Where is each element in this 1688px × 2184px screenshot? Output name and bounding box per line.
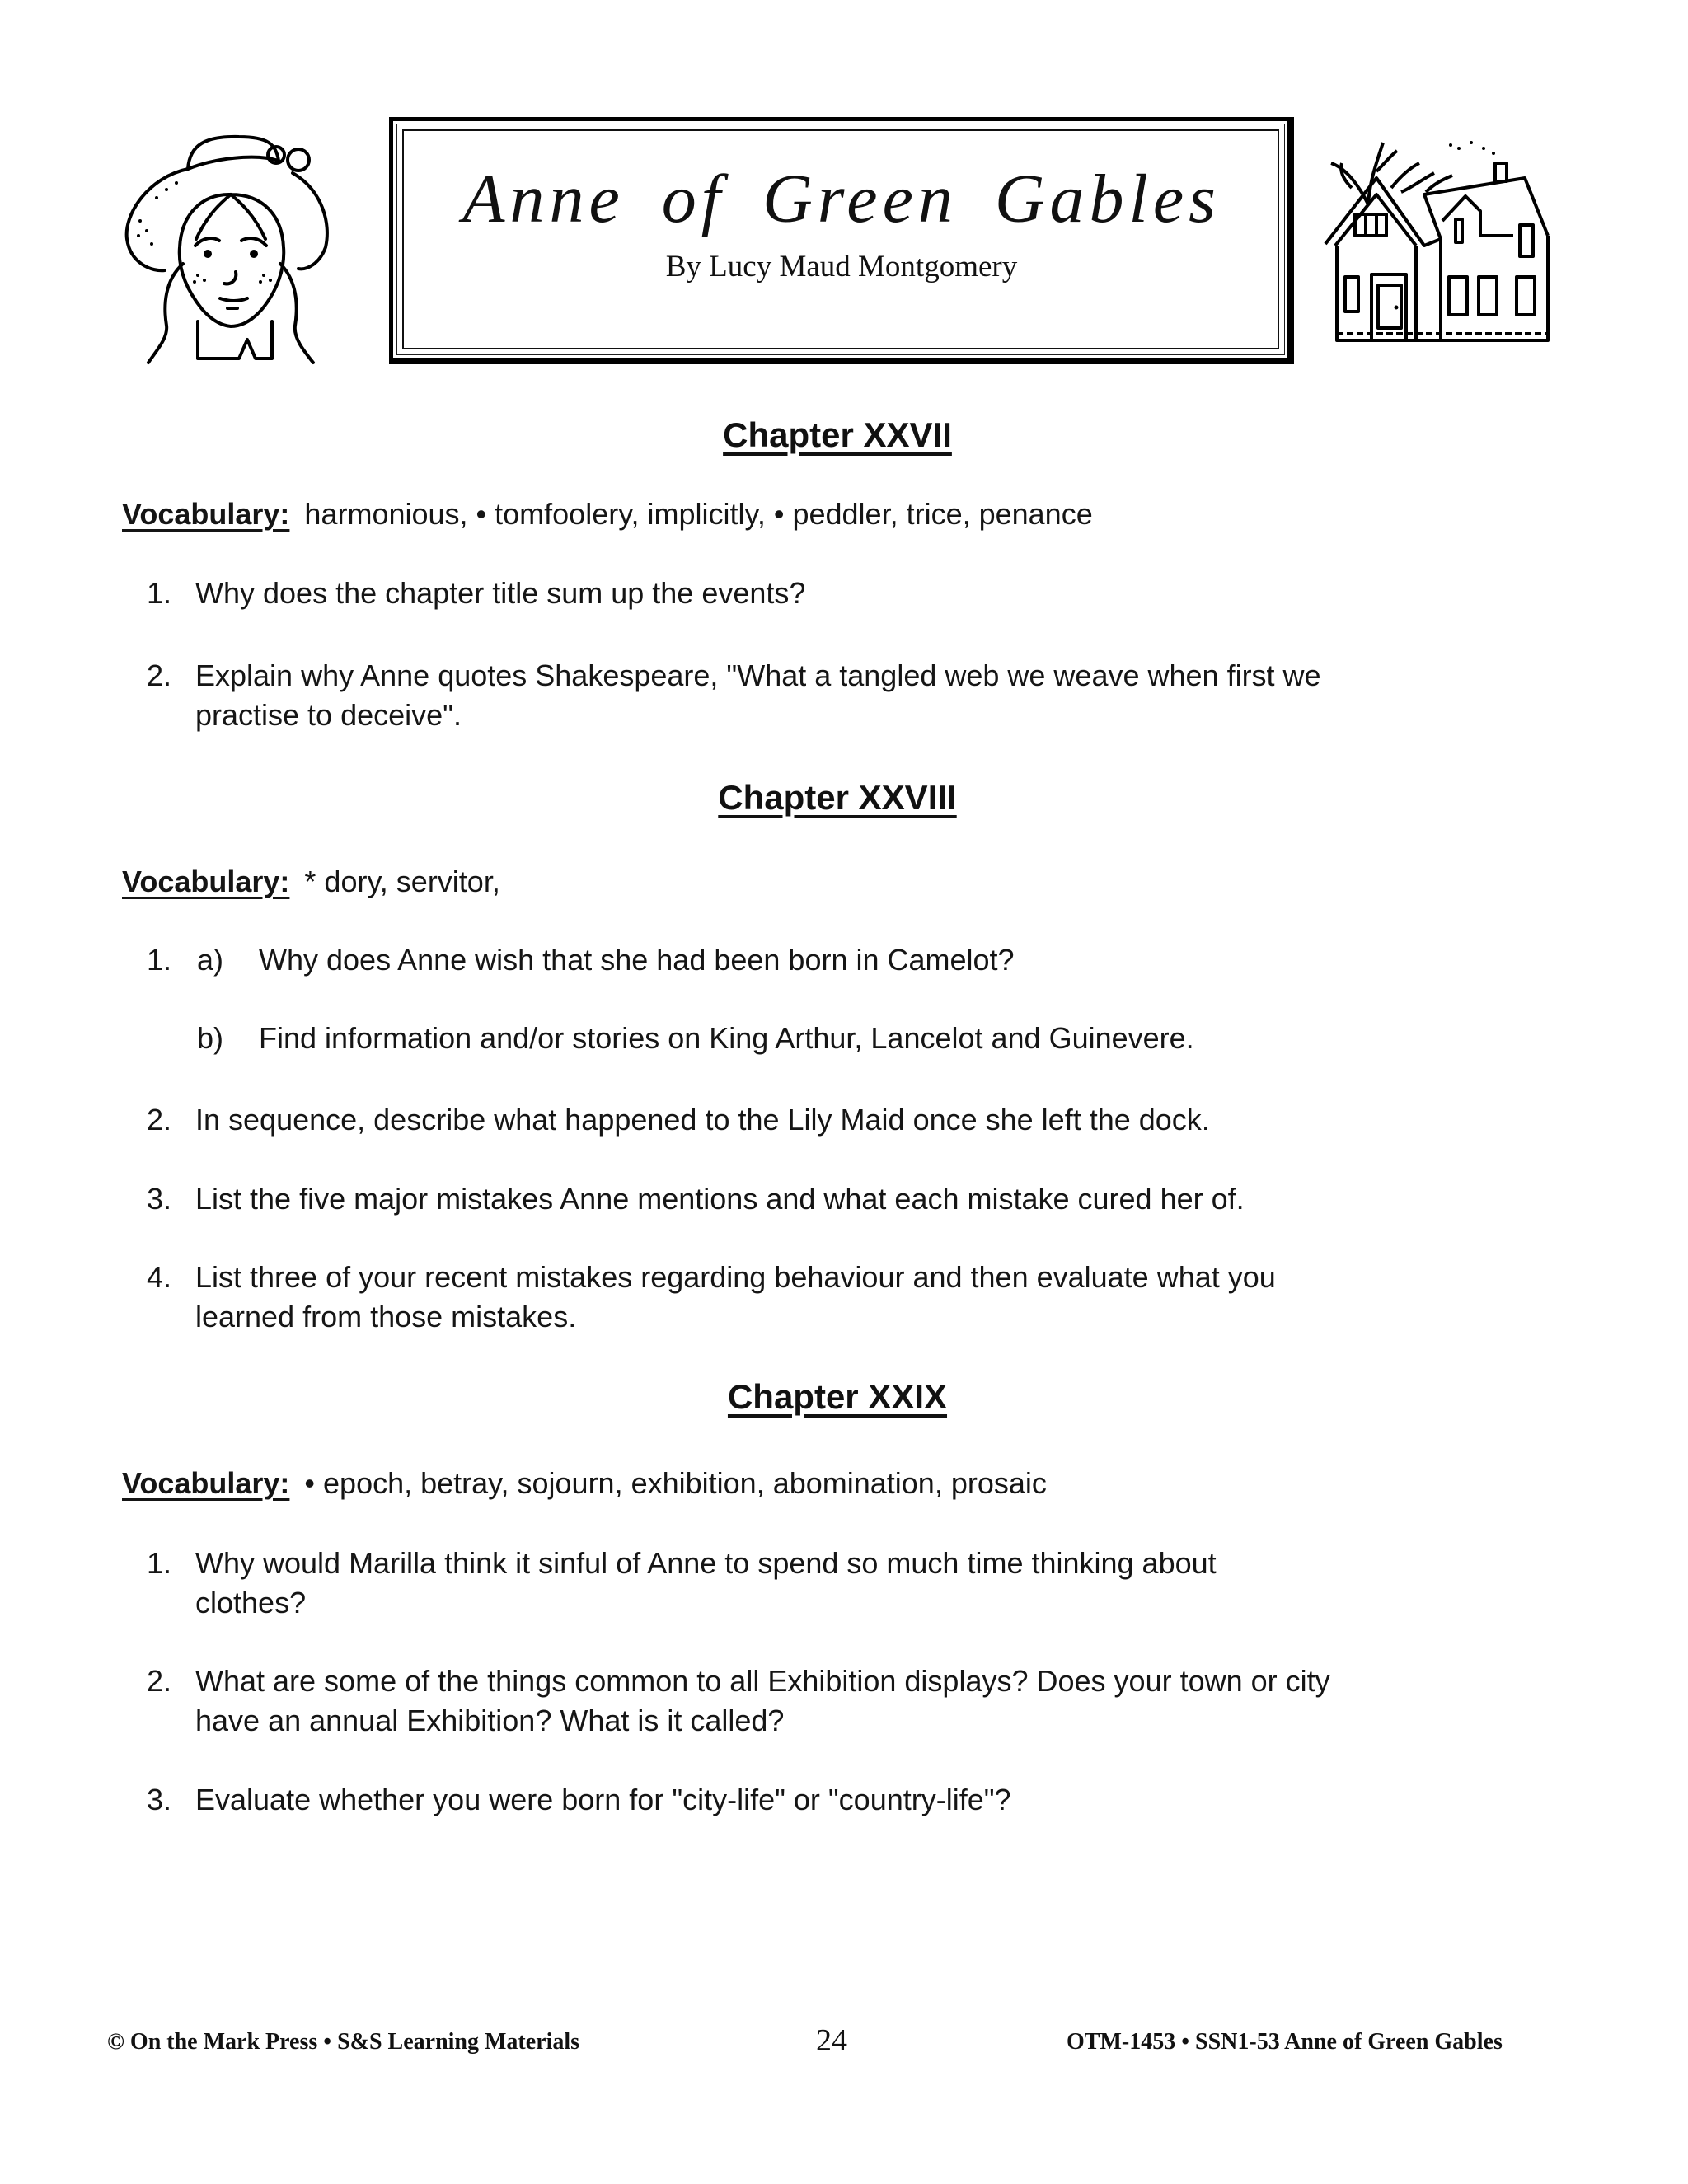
- page-number: 24: [816, 2023, 847, 2058]
- question-text: Why would Marilla think it sinful of Anne to spend so much time thinking about: [195, 1546, 1217, 1580]
- question-text: Explain why Anne quotes Shakespeare, "What a tangled web we weave when first we: [195, 658, 1321, 692]
- question-text-continued: have an annual Exhibition? What is it called?: [195, 1704, 785, 1737]
- vocabulary-label: Vocabulary:: [122, 1466, 290, 1500]
- question-number: 4.: [146, 1260, 171, 1294]
- question-text-continued: clothes?: [195, 1586, 307, 1619]
- vocabulary-line: [122, 494, 1093, 534]
- question-number: 1.: [146, 943, 171, 977]
- question-number: 1.: [146, 1546, 171, 1580]
- chapter-heading: Chapter XXVIII: [718, 778, 957, 817]
- question-number: 2.: [146, 658, 171, 692]
- question-text: Evaluate whether you were born for "city-life" or "country-life"?: [195, 1783, 1011, 1816]
- title-frame: [389, 117, 1294, 364]
- question-text: List the five major mistakes Anne mentions and what each mistake cured her of.: [195, 1182, 1245, 1216]
- footer-product-code: OTM-1453 • SSN1-53 Anne of Green Gables: [1067, 2029, 1503, 2055]
- girl-with-hat-icon: [115, 124, 346, 371]
- vocabulary-label: Vocabulary:: [122, 865, 290, 898]
- sub-question-label: b): [197, 1021, 224, 1055]
- vocabulary-line: [122, 862, 500, 902]
- girl-illustration: [115, 124, 346, 371]
- house-illustration: [1319, 130, 1558, 357]
- book-title: Anne of Green Gables: [462, 161, 1221, 237]
- sub-question-text: Why does Anne wish that she had been born in Camelot?: [259, 943, 1015, 977]
- question-number: 1.: [146, 576, 171, 610]
- vocabulary-words: • epoch, betray, sojourn, exhibition, abomination, prosaic: [304, 1466, 1047, 1500]
- question-number: 2.: [146, 1103, 171, 1137]
- question-number: 2.: [146, 1664, 171, 1698]
- question-text: In sequence, describe what happened to the Lily Maid once she left the dock.: [195, 1103, 1210, 1137]
- sub-question-label: a): [197, 943, 224, 977]
- chapter-heading: Chapter XXIX: [727, 1377, 948, 1416]
- footer-publisher: © On the Mark Press • S&S Learning Materials: [107, 2029, 580, 2055]
- book-author: By Lucy Maud Montgomery: [665, 250, 1018, 284]
- question-text: What are some of the things common to all Exhibition displays? Does your town or city: [195, 1664, 1330, 1698]
- question-text: List three of your recent mistakes regarding behaviour and then evaluate what you: [195, 1260, 1276, 1294]
- vocabulary-line: [122, 1464, 1047, 1503]
- green-gables-house-icon: [1319, 130, 1558, 357]
- vocabulary-label: Vocabulary:: [122, 497, 290, 531]
- vocabulary-words: * dory, servitor,: [304, 865, 500, 898]
- question-number: 3.: [146, 1182, 171, 1216]
- question-text-continued: learned from those mistakes.: [195, 1300, 577, 1333]
- question-number: 3.: [146, 1783, 171, 1816]
- question-text-continued: practise to deceive".: [195, 698, 462, 732]
- vocabulary-words: harmonious, • tomfoolery, implicitly, • peddler, trice, penance: [304, 497, 1093, 531]
- chapter-heading: Chapter XXVII: [723, 415, 952, 454]
- question-text: Why does the chapter title sum up the events?: [195, 576, 806, 610]
- sub-question-text: Find information and/or stories on King Arthur, Lancelot and Guinevere.: [259, 1021, 1194, 1055]
